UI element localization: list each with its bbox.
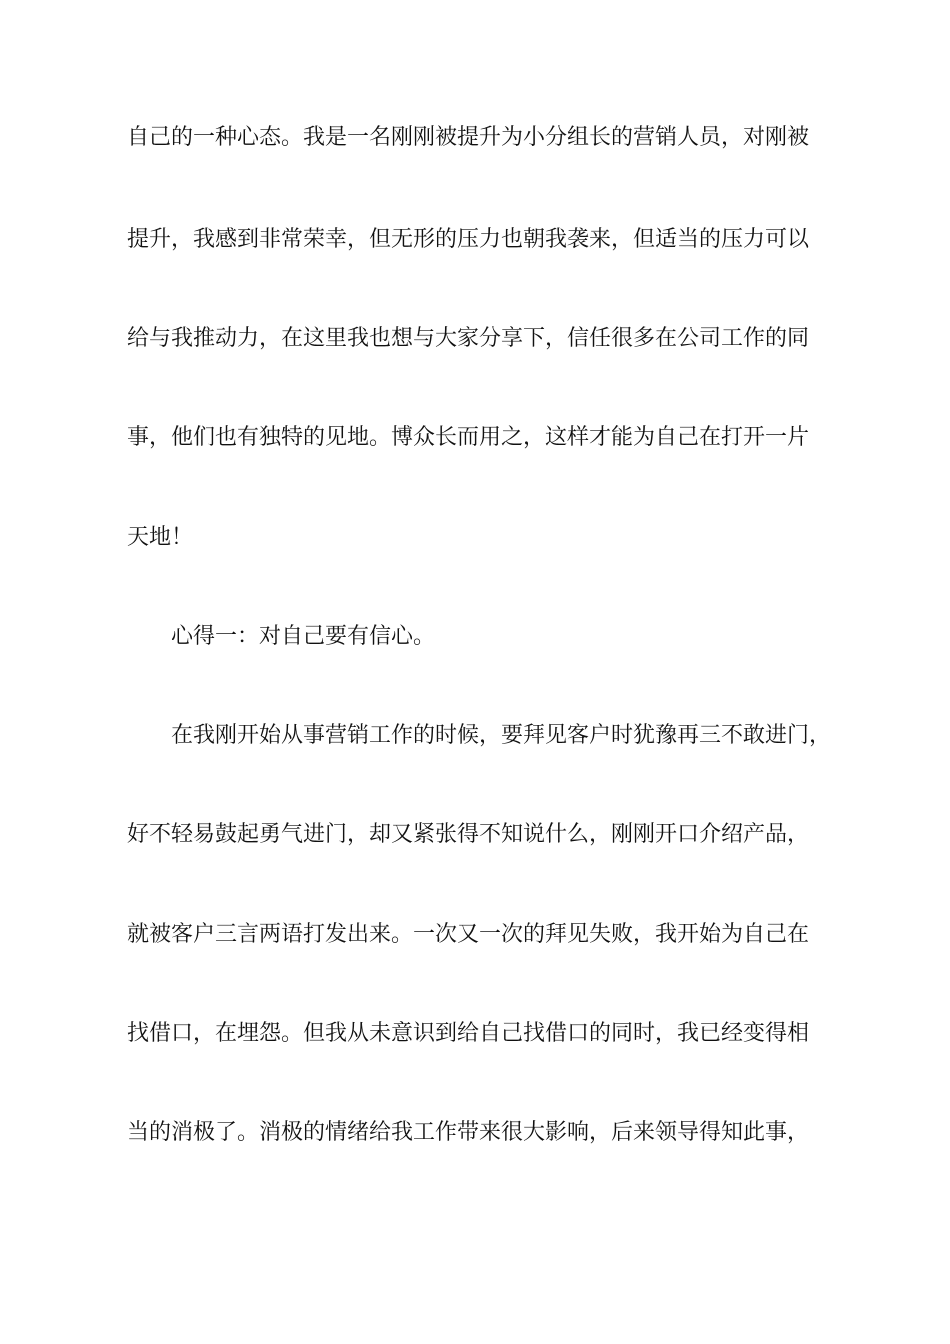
- paragraph-line: 就被客户三言两语打发出来。一次又一次的拜见失败，我开始为自己在: [127, 922, 810, 947]
- section-heading: 心得一：对自己要有信心。: [171, 624, 436, 649]
- paragraph-line: 天地！: [127, 525, 194, 550]
- paragraph-line: 事，他们也有独特的见地。博众长而用之，这样才能为自己在打开一片: [127, 425, 810, 450]
- paragraph-line: 在我刚开始从事营销工作的时候，要拜见客户时犹豫再三不敢进门，: [171, 723, 832, 748]
- paragraph-line: 当的消极了。消极的情绪给我工作带来很大影响，后来领导得知此事，: [127, 1120, 810, 1145]
- paragraph-line: 好不轻易鼓起勇气进门，却又紧张得不知说什么，刚刚开口介绍产品，: [127, 822, 810, 847]
- paragraph-line: 自己的一种心态。我是一名刚刚被提升为小分组长的营销人员，对刚被: [127, 125, 810, 150]
- paragraph-line: 提升，我感到非常荣幸，但无形的压力也朝我袭来，但适当的压力可以: [127, 227, 810, 252]
- paragraph-line: 找借口，在埋怨。但我从未意识到给自己找借口的同时，我已经变得相: [127, 1021, 810, 1046]
- paragraph-line: 给与我推动力，在这里我也想与大家分享下，信任很多在公司工作的同: [127, 326, 810, 351]
